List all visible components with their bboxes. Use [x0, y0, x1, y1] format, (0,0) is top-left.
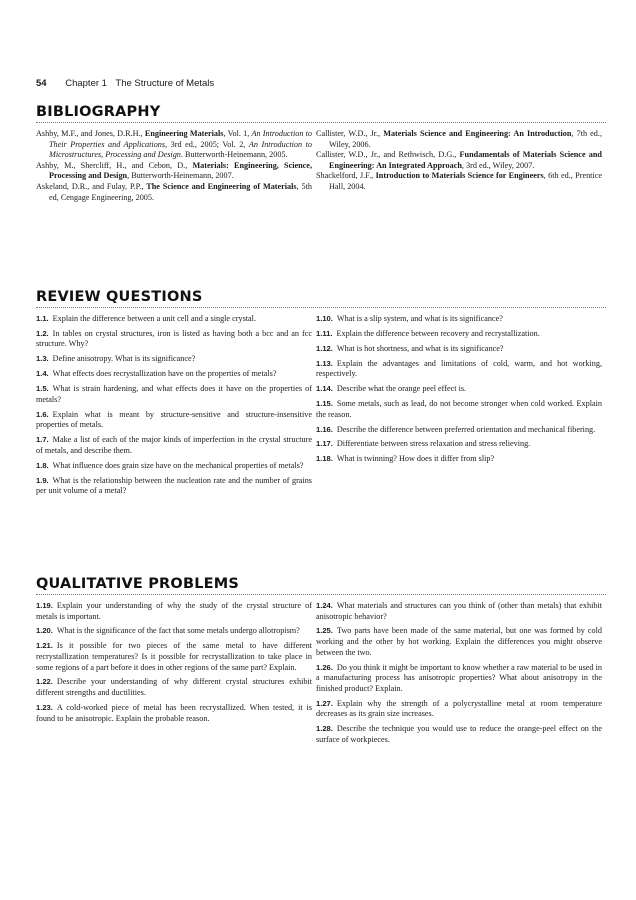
review-questions-heading: REVIEW QUESTIONS — [36, 289, 203, 305]
question-item: 1.4. What effects does recrystallization have on the properties of metals? — [36, 369, 277, 379]
question-item: 1.11. Explain the difference between recovery and recrystallization. — [316, 328, 540, 338]
question-item: 1.24. What materials and structures can you think of (other than metals) that exhibit anisotropic behavior? — [316, 601, 602, 621]
question-item: 1.16. Describe the difference between preferred orientation and mechanical fibering. — [316, 424, 596, 434]
bibliography-entry: Callister, W.D., Jr., and Rethwisch, D.G., Fundamentals of Materials Science and Engineering: An Integrated Approach, 3rd ed., Wiley, 2007. — [316, 150, 602, 170]
bibliography-entry: Shackelford, J.F., Introduction to Materials Science for Engineers, 6th ed., Prentice Hall, 2004. — [316, 171, 602, 191]
qualitative-problems-heading: QUALITATIVE PROBLEMS — [36, 576, 240, 592]
question-item: 1.17. Differentiate between stress relaxation and stress relieving. — [316, 439, 531, 449]
question-item: 1.8. What influence does grain size have on the mechanical properties of metals? — [36, 460, 304, 470]
question-item: 1.23. A cold-worked piece of metal has been recrystallized. When tested, it is found to be anisotropic. Explain the probable reason. — [36, 702, 312, 723]
qualitative-left-column — [36, 601, 312, 728]
question-item: 1.2. In tables on crystal structures, iron is listed as having both a bcc and an fcc structure. Why? — [36, 328, 312, 349]
chapter-label: Chapter 1 — [65, 78, 107, 89]
page-number: 54 — [36, 78, 47, 89]
question-item: 1.19. Explain your understanding of why the study of the crystal structure of metals is important. — [36, 601, 312, 621]
question-item: 1.21. Is it possible for two pieces of the same metal to have different recrystallization temperatures? Is it possible for recrystallization to take place in some regions of a part before it does in other regions of the same part? Explain. — [36, 641, 312, 672]
question-item: 1.20. What is the significance of the fact that some metals undergo allotropism? — [36, 626, 300, 636]
section-divider — [36, 122, 606, 123]
chapter-title: The Structure of Metals — [115, 78, 215, 89]
question-item: 1.15. Some metals, such as lead, do not become stronger when cold worked. Explain the reason. — [316, 399, 602, 419]
question-item: 1.18. What is twinning? How does it differ from slip? — [316, 454, 495, 464]
bibliography-right-column — [316, 129, 602, 193]
question-item: 1.28. Describe the technique you would use to reduce the orange-peel effect on the surface of workpieces. — [316, 724, 602, 744]
running-header — [36, 78, 214, 89]
bibliography-entry: Callister, W.D., Jr., Materials Science and Engineering: An Introduction, 7th ed., Wiley, 2006. — [316, 129, 602, 149]
qualitative-right-column — [316, 601, 602, 750]
question-item: 1.26. Do you think it might be important to know whether a raw material to be used in a manufacturing process has anisotropic properties? What about anisotropy in the finished product? Explain. — [316, 662, 602, 693]
question-item: 1.3. Define anisotropy. What is its significance? — [36, 354, 196, 364]
bibliography-heading: BIBLIOGRAPHY — [36, 104, 161, 120]
review-left-column — [36, 314, 312, 501]
question-item: 1.13. Explain the advantages and limitations of cold, warm, and hot working, respectively. — [316, 358, 602, 379]
question-item: 1.7. Make a list of each of the major kinds of imperfection in the crystal structure of metals, and describe them. — [36, 435, 312, 455]
question-item: 1.6. Explain what is meant by structure-sensitive and structure-insensitive properties of metals. — [36, 409, 312, 430]
question-item: 1.5. What is strain hardening, and what effects does it have on the properties of metals? — [36, 384, 312, 404]
question-item: 1.9. What is the relationship between the nucleation rate and the number of grains per unit volume of a metal? — [36, 475, 312, 496]
bibliography-left-column — [36, 129, 312, 203]
section-divider — [36, 594, 606, 595]
question-item: 1.22. Describe your understanding of why different crystal structures exhibit different strengths and ductilities. — [36, 677, 312, 698]
question-item: 1.10. What is a slip system, and what is its significance? — [316, 314, 503, 323]
bibliography-entry: Ashby, M.F., and Jones, D.R.H., Engineering Materials, Vol. 1, An Introduction to Their Properties and Applications, 3rd ed., 2005; Vol. 2, An Introduction to Microstructures, Processing and Design. Butterworth-Heinemann, 2005. — [36, 129, 313, 160]
bibliography-entry: Ashby, M., Shercliff, H., and Cebon, D., Materials: Engineering, Science, Processing and Design, Butterworth-Heinemann, 2007. — [36, 160, 312, 181]
question-item: 1.12. What is hot shortness, and what is its significance? — [316, 343, 504, 353]
question-item: 1.1. Explain the difference between a unit cell and a single crystal. — [36, 314, 256, 323]
bibliography-entry: Askeland, D.R., and Fulay, P.P., The Science and Engineering of Materials, 5th ed, Cengage Engineering, 2005. — [36, 181, 313, 202]
section-divider — [36, 307, 606, 308]
question-item: 1.14. Describe what the orange peel effect is. — [316, 384, 467, 394]
question-item: 1.27. Explain why the strength of a polycrystalline metal at room temperature decreases as its grain size increases. — [316, 698, 602, 719]
question-item: 1.25. Two parts have been made of the same material, but one was formed by cold working and the other by hot working. Explain the differences you might observe between the two. — [316, 626, 602, 657]
review-right-column — [316, 314, 602, 469]
